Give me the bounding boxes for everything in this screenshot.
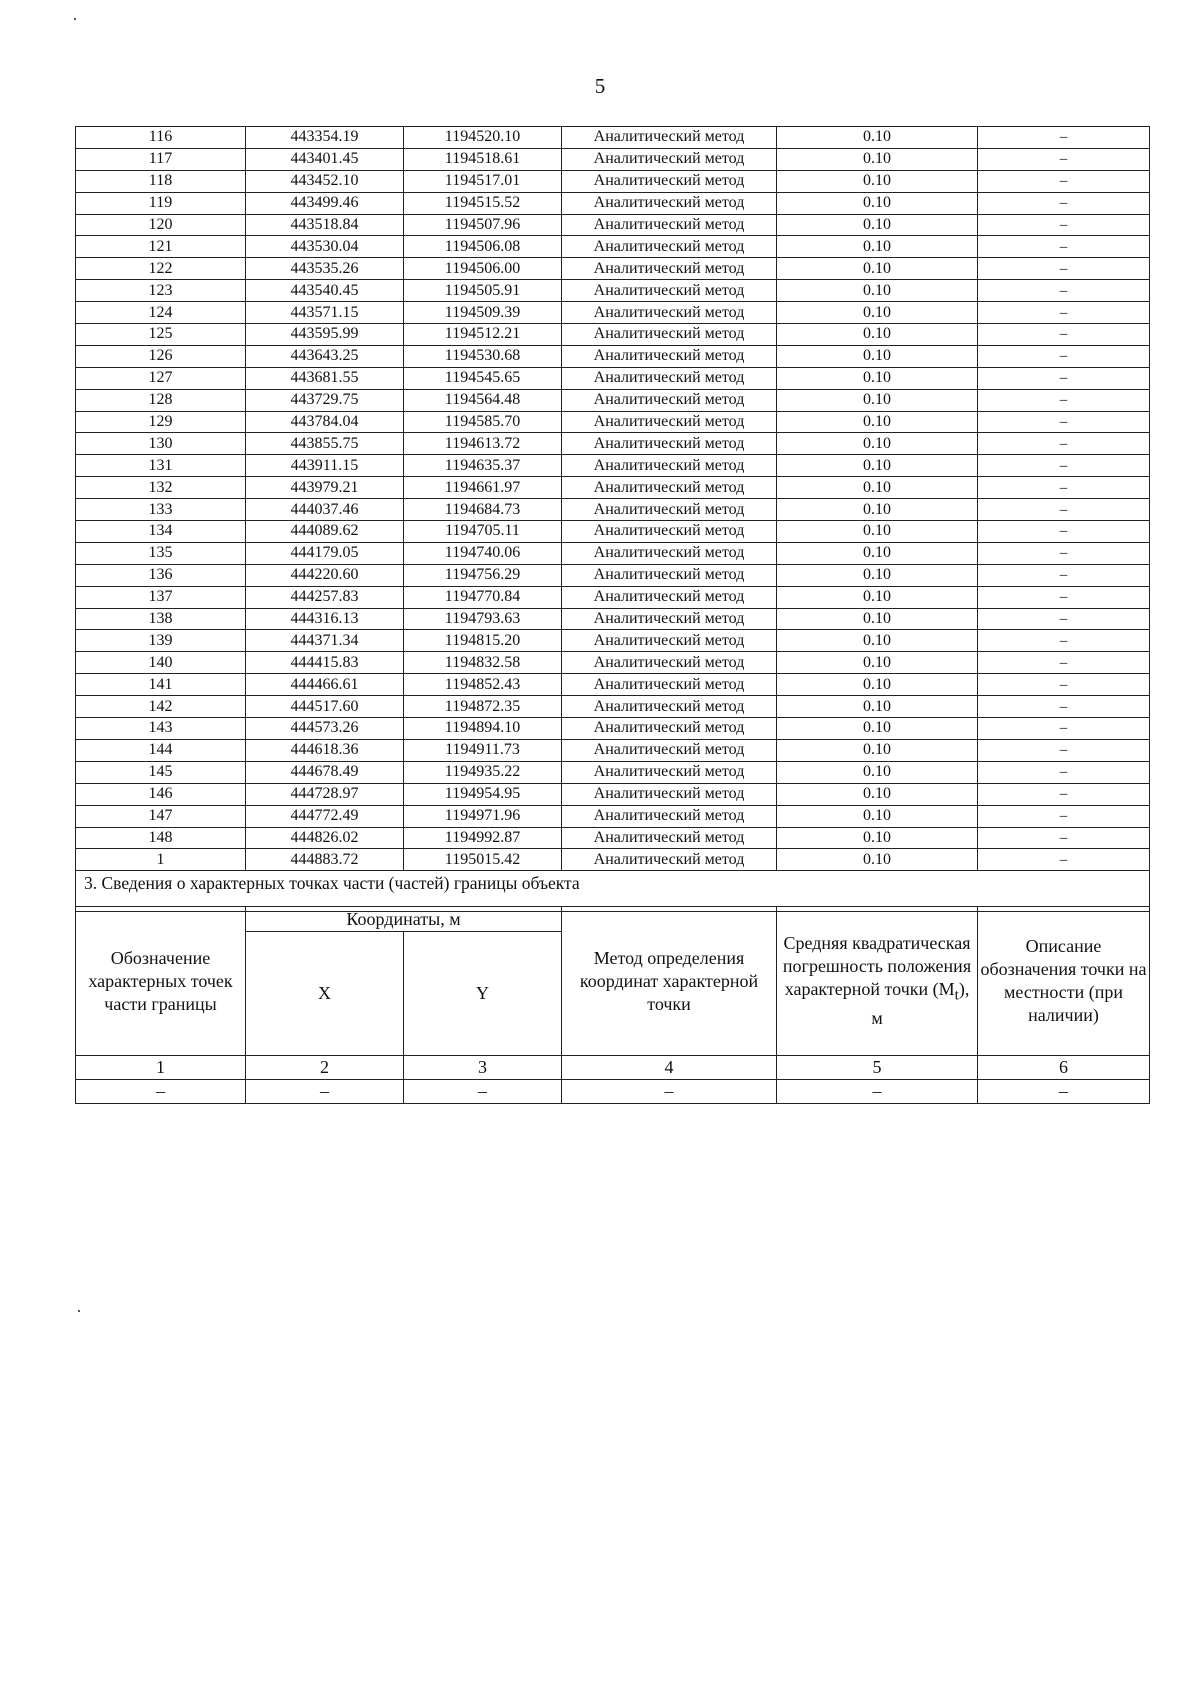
coord-x: 443518.84 — [246, 214, 404, 236]
method: Аналитический метод — [562, 477, 777, 499]
table-row — [76, 542, 1150, 564]
header-method: Метод определения координат характерной точки — [562, 907, 777, 1056]
coord-x: 444316.13 — [246, 608, 404, 630]
method: Аналитический метод — [562, 411, 777, 433]
points-table-body — [76, 127, 1150, 871]
column-number: 3 — [404, 1056, 562, 1080]
coord-y: 1194935.22 — [404, 761, 562, 783]
point-number: 148 — [76, 827, 246, 849]
coord-x: 444517.60 — [246, 696, 404, 718]
coord-y: 1194740.06 — [404, 542, 562, 564]
mean-error: 0.10 — [777, 367, 978, 389]
method: Аналитический метод — [562, 302, 777, 324]
method: Аналитический метод — [562, 652, 777, 674]
point-description: – — [978, 805, 1150, 827]
point-number: 134 — [76, 521, 246, 543]
mean-error: 0.10 — [777, 521, 978, 543]
column-number: 5 — [777, 1056, 978, 1080]
header-row-1 — [76, 907, 1150, 932]
table-row — [76, 389, 1150, 411]
mean-error: 0.10 — [777, 718, 978, 740]
method: Аналитический метод — [562, 805, 777, 827]
table-row — [76, 586, 1150, 608]
header-y: Y — [404, 932, 562, 1056]
coord-x: 444089.62 — [246, 521, 404, 543]
column-number: 1 — [76, 1056, 246, 1080]
coord-y: 1194705.11 — [404, 521, 562, 543]
method: Аналитический метод — [562, 608, 777, 630]
mean-error: 0.10 — [777, 433, 978, 455]
header-coordinates: Координаты, м — [246, 907, 562, 932]
point-number: 146 — [76, 783, 246, 805]
mean-error: 0.10 — [777, 608, 978, 630]
point-description: – — [978, 455, 1150, 477]
coord-x: 443499.46 — [246, 192, 404, 214]
coord-y: 1194894.10 — [404, 718, 562, 740]
coord-y: 1194635.37 — [404, 455, 562, 477]
point-number: 129 — [76, 411, 246, 433]
method: Аналитический метод — [562, 214, 777, 236]
coord-y: 1194832.58 — [404, 652, 562, 674]
point-number: 120 — [76, 214, 246, 236]
mean-error: 0.10 — [777, 542, 978, 564]
method: Аналитический метод — [562, 127, 777, 149]
method: Аналитический метод — [562, 761, 777, 783]
point-description: – — [978, 586, 1150, 608]
mean-error: 0.10 — [777, 805, 978, 827]
point-number: 145 — [76, 761, 246, 783]
coord-x: 443855.75 — [246, 433, 404, 455]
coord-y: 1194506.08 — [404, 236, 562, 258]
point-number: 121 — [76, 236, 246, 258]
empty-cell: – — [76, 1080, 246, 1104]
table-row — [76, 805, 1150, 827]
point-description: – — [978, 542, 1150, 564]
table-row — [76, 258, 1150, 280]
mean-error: 0.10 — [777, 827, 978, 849]
empty-cell: – — [562, 1080, 777, 1104]
point-description: – — [978, 389, 1150, 411]
point-description: – — [978, 849, 1150, 871]
mean-error: 0.10 — [777, 302, 978, 324]
coord-y: 1194756.29 — [404, 564, 562, 586]
coord-y: 1195015.42 — [404, 849, 562, 871]
coord-y: 1194684.73 — [404, 499, 562, 521]
coord-y: 1194613.72 — [404, 433, 562, 455]
mean-error: 0.10 — [777, 127, 978, 149]
method: Аналитический метод — [562, 258, 777, 280]
coord-x: 444618.36 — [246, 739, 404, 761]
coord-y: 1194954.95 — [404, 783, 562, 805]
table-row — [76, 696, 1150, 718]
method: Аналитический метод — [562, 849, 777, 871]
coord-y: 1194518.61 — [404, 148, 562, 170]
point-description: – — [978, 696, 1150, 718]
scan-speck — [74, 18, 76, 20]
coord-y: 1194911.73 — [404, 739, 562, 761]
coord-x: 444728.97 — [246, 783, 404, 805]
method: Аналитический метод — [562, 586, 777, 608]
mean-error: 0.10 — [777, 696, 978, 718]
point-number: 140 — [76, 652, 246, 674]
mean-error: 0.10 — [777, 345, 978, 367]
point-number: 131 — [76, 455, 246, 477]
coord-x: 444415.83 — [246, 652, 404, 674]
point-description: – — [978, 280, 1150, 302]
point-number: 142 — [76, 696, 246, 718]
point-description: – — [978, 411, 1150, 433]
mean-error: 0.10 — [777, 148, 978, 170]
coord-y: 1194517.01 — [404, 170, 562, 192]
point-description: – — [978, 302, 1150, 324]
table-row — [76, 652, 1150, 674]
mean-error: 0.10 — [777, 477, 978, 499]
point-description: – — [978, 652, 1150, 674]
coord-x: 444466.61 — [246, 674, 404, 696]
coord-y: 1194545.65 — [404, 367, 562, 389]
table-row — [76, 127, 1150, 149]
empty-cell: – — [246, 1080, 404, 1104]
coord-y: 1194530.68 — [404, 345, 562, 367]
coord-y: 1194507.96 — [404, 214, 562, 236]
table-row — [76, 827, 1150, 849]
mean-error: 0.10 — [777, 630, 978, 652]
point-number: 143 — [76, 718, 246, 740]
mean-error: 0.10 — [777, 564, 978, 586]
header-description: Описание обозначения точки на местности (при наличии) — [978, 907, 1150, 1056]
method: Аналитический метод — [562, 564, 777, 586]
table-row — [76, 324, 1150, 346]
coord-y: 1194509.39 — [404, 302, 562, 324]
point-number: 136 — [76, 564, 246, 586]
mean-error: 0.10 — [777, 389, 978, 411]
point-number: 137 — [76, 586, 246, 608]
coord-y: 1194770.84 — [404, 586, 562, 608]
table-row — [76, 521, 1150, 543]
table-row — [76, 761, 1150, 783]
method: Аналитический метод — [562, 674, 777, 696]
column-number: 6 — [978, 1056, 1150, 1080]
coord-x: 443595.99 — [246, 324, 404, 346]
method: Аналитический метод — [562, 630, 777, 652]
method: Аналитический метод — [562, 783, 777, 805]
header-x: X — [246, 932, 404, 1056]
point-description: – — [978, 258, 1150, 280]
table-row — [76, 214, 1150, 236]
point-number: 118 — [76, 170, 246, 192]
coord-y: 1194512.21 — [404, 324, 562, 346]
mean-error: 0.10 — [777, 236, 978, 258]
column-number: 2 — [246, 1056, 404, 1080]
table-row — [76, 345, 1150, 367]
points-table — [75, 126, 1150, 912]
mean-error: 0.10 — [777, 849, 978, 871]
part-boundary-table — [75, 906, 1150, 1104]
point-number: 135 — [76, 542, 246, 564]
point-number: 126 — [76, 345, 246, 367]
coord-x: 443452.10 — [246, 170, 404, 192]
method: Аналитический метод — [562, 433, 777, 455]
coord-y: 1194515.52 — [404, 192, 562, 214]
coord-x: 444826.02 — [246, 827, 404, 849]
point-description: – — [978, 127, 1150, 149]
mean-error: 0.10 — [777, 411, 978, 433]
point-description: – — [978, 827, 1150, 849]
point-description: – — [978, 148, 1150, 170]
coord-x: 443681.55 — [246, 367, 404, 389]
coord-x: 443535.26 — [246, 258, 404, 280]
table-row — [76, 411, 1150, 433]
header-error — [777, 907, 978, 1056]
method: Аналитический метод — [562, 192, 777, 214]
method: Аналитический метод — [562, 827, 777, 849]
table-row — [76, 433, 1150, 455]
method: Аналитический метод — [562, 521, 777, 543]
point-description: – — [978, 236, 1150, 258]
coord-y: 1194520.10 — [404, 127, 562, 149]
table-row — [76, 477, 1150, 499]
page-number: 5 — [594, 74, 606, 98]
method: Аналитический метод — [562, 455, 777, 477]
table-row — [76, 674, 1150, 696]
point-number: 123 — [76, 280, 246, 302]
point-description: – — [978, 345, 1150, 367]
table-row — [76, 302, 1150, 324]
mean-error: 0.10 — [777, 674, 978, 696]
point-description: – — [978, 170, 1150, 192]
point-number: 124 — [76, 302, 246, 324]
header-error-unit: ), м — [871, 978, 970, 1029]
method: Аналитический метод — [562, 345, 777, 367]
table-row — [76, 170, 1150, 192]
coord-x: 444573.26 — [246, 718, 404, 740]
point-description: – — [978, 783, 1150, 805]
mean-error: 0.10 — [777, 499, 978, 521]
coord-x: 444772.49 — [246, 805, 404, 827]
point-description: – — [978, 739, 1150, 761]
point-number: 122 — [76, 258, 246, 280]
table-row — [76, 630, 1150, 652]
point-number: 128 — [76, 389, 246, 411]
method: Аналитический метод — [562, 389, 777, 411]
mean-error: 0.10 — [777, 586, 978, 608]
method: Аналитический метод — [562, 170, 777, 192]
point-number: 130 — [76, 433, 246, 455]
method: Аналитический метод — [562, 739, 777, 761]
coord-x: 443979.21 — [246, 477, 404, 499]
method: Аналитический метод — [562, 280, 777, 302]
point-description: – — [978, 761, 1150, 783]
table-row — [76, 783, 1150, 805]
point-number: 119 — [76, 192, 246, 214]
table-row — [76, 192, 1150, 214]
point-description: – — [978, 477, 1150, 499]
mean-error: 0.10 — [777, 783, 978, 805]
empty-data-row — [76, 1080, 1150, 1104]
table-row — [76, 564, 1150, 586]
coord-x: 444037.46 — [246, 499, 404, 521]
table-row — [76, 499, 1150, 521]
header-designation: Обозначение характерных точек части границы — [76, 907, 246, 1056]
method: Аналитический метод — [562, 499, 777, 521]
point-number: 144 — [76, 739, 246, 761]
coord-y: 1194992.87 — [404, 827, 562, 849]
table-row — [76, 367, 1150, 389]
coord-x: 444371.34 — [246, 630, 404, 652]
coord-x: 443540.45 — [246, 280, 404, 302]
coord-y: 1194506.00 — [404, 258, 562, 280]
empty-cell: – — [404, 1080, 562, 1104]
point-number: 138 — [76, 608, 246, 630]
coord-y: 1194793.63 — [404, 608, 562, 630]
coord-y: 1194971.96 — [404, 805, 562, 827]
point-number: 147 — [76, 805, 246, 827]
method: Аналитический метод — [562, 542, 777, 564]
coord-x: 444179.05 — [246, 542, 404, 564]
point-description: – — [978, 192, 1150, 214]
coord-y: 1194852.43 — [404, 674, 562, 696]
table-row — [76, 849, 1150, 871]
table-row — [76, 455, 1150, 477]
point-description: – — [978, 564, 1150, 586]
coord-x: 443530.04 — [246, 236, 404, 258]
header-error-subscript: t — [954, 987, 959, 1004]
coord-y: 1194872.35 — [404, 696, 562, 718]
method: Аналитический метод — [562, 236, 777, 258]
coord-x: 444257.83 — [246, 586, 404, 608]
point-description: – — [978, 433, 1150, 455]
table-row — [76, 718, 1150, 740]
mean-error: 0.10 — [777, 170, 978, 192]
mean-error: 0.10 — [777, 192, 978, 214]
coord-x: 443911.15 — [246, 455, 404, 477]
point-number: 117 — [76, 148, 246, 170]
mean-error: 0.10 — [777, 739, 978, 761]
method: Аналитический метод — [562, 148, 777, 170]
point-description: – — [978, 367, 1150, 389]
mean-error: 0.10 — [777, 761, 978, 783]
mean-error: 0.10 — [777, 214, 978, 236]
coord-y: 1194505.91 — [404, 280, 562, 302]
method: Аналитический метод — [562, 696, 777, 718]
point-number: 141 — [76, 674, 246, 696]
method: Аналитический метод — [562, 324, 777, 346]
section-3-title: 3. Сведения о характерных точках части (частей) границы объекта — [76, 871, 1150, 912]
table-row — [76, 739, 1150, 761]
table-row — [76, 608, 1150, 630]
column-number: 4 — [562, 1056, 777, 1080]
column-number-row — [76, 1056, 1150, 1080]
point-description: – — [978, 608, 1150, 630]
mean-error: 0.10 — [777, 324, 978, 346]
coord-x: 443354.19 — [246, 127, 404, 149]
method: Аналитический метод — [562, 367, 777, 389]
mean-error: 0.10 — [777, 280, 978, 302]
coord-x: 443643.25 — [246, 345, 404, 367]
point-number: 139 — [76, 630, 246, 652]
mean-error: 0.10 — [777, 455, 978, 477]
coord-x: 443784.04 — [246, 411, 404, 433]
coord-y: 1194815.20 — [404, 630, 562, 652]
point-number: 127 — [76, 367, 246, 389]
point-description: – — [978, 499, 1150, 521]
coord-x: 443571.15 — [246, 302, 404, 324]
header-error-text: Средняя квадратическая погрешность положения характерной точки (M — [782, 932, 972, 999]
table-row — [76, 236, 1150, 258]
coord-y: 1194661.97 — [404, 477, 562, 499]
coord-x: 444883.72 — [246, 849, 404, 871]
mean-error: 0.10 — [777, 652, 978, 674]
point-number: 132 — [76, 477, 246, 499]
point-description: – — [978, 214, 1150, 236]
point-number: 133 — [76, 499, 246, 521]
empty-cell: – — [777, 1080, 978, 1104]
method: Аналитический метод — [562, 718, 777, 740]
coord-x: 444678.49 — [246, 761, 404, 783]
point-description: – — [978, 521, 1150, 543]
table-row — [76, 280, 1150, 302]
point-description: – — [978, 674, 1150, 696]
point-description: – — [978, 630, 1150, 652]
point-description: – — [978, 718, 1150, 740]
coord-x: 443401.45 — [246, 148, 404, 170]
point-number: 1 — [76, 849, 246, 871]
mean-error: 0.10 — [777, 258, 978, 280]
coord-x: 443729.75 — [246, 389, 404, 411]
scan-speck — [78, 1310, 80, 1312]
coord-y: 1194564.48 — [404, 389, 562, 411]
empty-cell: – — [978, 1080, 1150, 1104]
table-row — [76, 148, 1150, 170]
coord-y: 1194585.70 — [404, 411, 562, 433]
point-number: 116 — [76, 127, 246, 149]
coord-x: 444220.60 — [246, 564, 404, 586]
point-number: 125 — [76, 324, 246, 346]
point-description: – — [978, 324, 1150, 346]
